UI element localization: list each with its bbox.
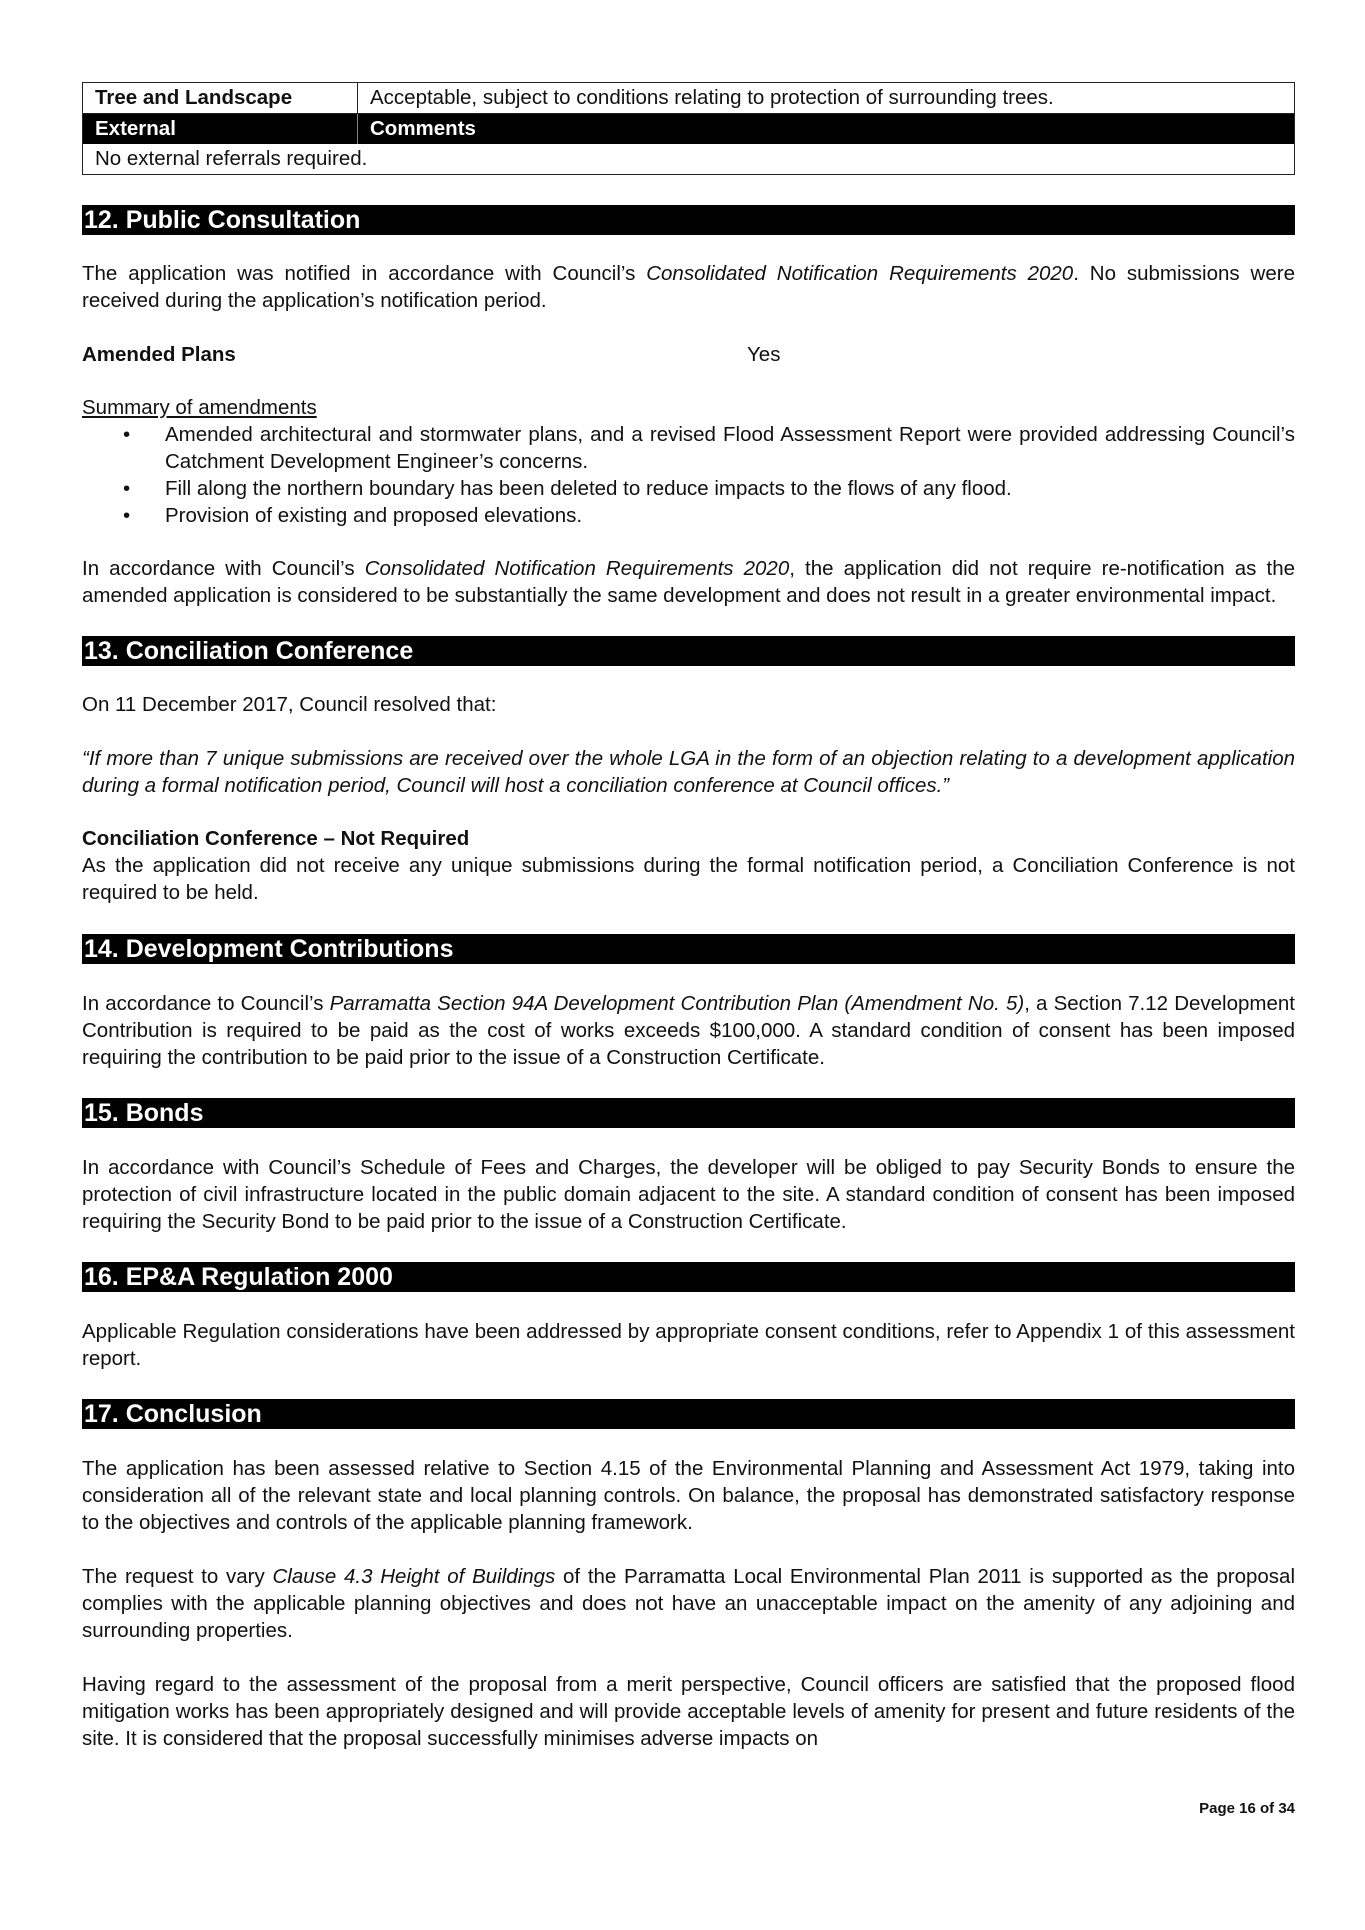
list-item — [82, 421, 1295, 475]
text: , the application did not require re-notification as the amended application is considered to be substantially the same development and does not result in a greater environmental impact. — [82, 557, 1296, 607]
paragraph: The application has been assessed relative to Section 4.15 of the Environmental Planning and Assessment Act 1979, taking into consideration all of the relevant state and local planning controls. On balance, the proposal has demonstrated satisfactory response to the objectives and controls of the applicable planning framework. — [82, 1457, 1295, 1534]
referral-label: Tree and Landscape — [83, 83, 358, 114]
document-page — [82, 82, 1295, 1752]
text: In accordance to Council’s — [82, 992, 330, 1015]
page-of: of — [1255, 1800, 1279, 1817]
amendments-list — [82, 421, 1295, 529]
document-title: Consolidated Notification Requirements 2020 — [646, 262, 1074, 285]
resolution-quote: “If more than 7 unique submissions are received over the whole LGA in the form of an objection relating to a development application during a formal notification period, Council will host a conciliation conference at Council offices.” — [82, 747, 1295, 797]
section-heading-regulation: 16. EP&A Regulation 2000 — [82, 1262, 1295, 1292]
list-item-text: Amended architectural and stormwater plans, and a revised Flood Assessment Report were provided addressing Council’s Catchment Development Engineer’s concerns. — [165, 423, 1295, 473]
text: . No submissions were received during the application’s notification period. — [82, 262, 1295, 312]
bullet-icon: • — [123, 477, 131, 500]
section-heading-bonds: 15. Bonds — [82, 1098, 1295, 1128]
paragraph — [82, 1563, 1295, 1644]
list-item-text: Provision of existing and proposed elevations. — [165, 504, 583, 527]
summary-title: Summary of amendments — [82, 396, 317, 419]
header-external: External — [83, 114, 358, 145]
paragraph: On 11 December 2017, Council resolved that: — [82, 693, 497, 716]
amended-plans-row — [82, 341, 1295, 368]
text: of the Parramatta Local Environmental Plan 2011 is supported as the proposal complies with the applicable planning objectives and does not have an unacceptable impact on the amenity of any adjoining and surrounding properties. — [82, 1565, 1295, 1642]
section-heading-conclusion: 17. Conclusion — [82, 1399, 1295, 1429]
page-number — [1000, 1800, 1295, 1817]
section-heading-development-contributions: 14. Development Contributions — [82, 934, 1295, 964]
table-header-row — [83, 114, 1295, 145]
list-item — [82, 475, 1295, 502]
bullet-icon: • — [123, 423, 131, 446]
amended-plans-value: Yes — [747, 343, 781, 366]
paragraph: Applicable Regulation considerations have been addressed by appropriate consent conditions, refer to Appendix 1 of this assessment report. — [82, 1320, 1295, 1370]
paragraph — [82, 260, 1295, 314]
section-heading-public-consultation: 12. Public Consultation — [82, 205, 1295, 235]
text: The request to vary — [82, 1565, 273, 1588]
paragraph — [82, 555, 1295, 609]
table-row — [83, 144, 1295, 175]
text: In accordance with Council’s — [82, 557, 365, 580]
header-comments: Comments — [358, 114, 1295, 145]
external-referrals-text: No external referrals required. — [95, 147, 368, 170]
referrals-table — [82, 82, 1295, 175]
paragraph: Having regard to the assessment of the proposal from a merit perspective, Council officers are satisfied that the proposed flood mitigation works has been appropriately designed and will provide acceptable levels of amenity for present and future residents of the site. It is considered that the proposal successfully minimises adverse impacts on — [82, 1673, 1295, 1750]
page-total: 34 — [1278, 1800, 1295, 1817]
text: , a Section 7.12 Development Contribution is required to be paid as the cost of works exceeds $100,000. A standard condition of consent has been imposed requiring the contribution to be paid prior to the issue of a Construction Certificate. — [82, 992, 1295, 1069]
amended-plans-label: Amended Plans — [82, 343, 236, 366]
clause-title: Clause 4.3 Height of Buildings — [272, 1565, 556, 1588]
list-item — [82, 502, 1295, 529]
plan-title: Parramatta Section 94A Development Contribution Plan (Amendment No. 5) — [329, 992, 1025, 1015]
referral-comment: Acceptable, subject to conditions relating to protection of surrounding trees. — [358, 83, 1295, 114]
subheading: Conciliation Conference – Not Required — [82, 827, 470, 850]
paragraph: As the application did not receive any unique submissions during the formal notification period, a Conciliation Conference is not required to be held. — [82, 854, 1295, 904]
document-title: Consolidated Notification Requirements 2020 — [364, 557, 790, 580]
list-item-text: Fill along the northern boundary has been deleted to reduce impacts to the flows of any flood. — [165, 477, 1012, 500]
paragraph — [82, 990, 1295, 1071]
section-heading-conciliation-conference: 13. Conciliation Conference — [82, 636, 1295, 666]
table-row — [83, 83, 1295, 114]
paragraph: In accordance with Council’s Schedule of Fees and Charges, the developer will be obliged to pay Security Bonds to ensure the protection of civil infrastructure located in the public domain adjacent to the site. A standard condition of consent has been imposed requiring the Security Bond to be paid prior to the issue of a Construction Certificate. — [82, 1156, 1295, 1233]
bullet-icon: • — [123, 504, 131, 527]
page-prefix: Page — [1199, 1800, 1240, 1817]
page-current: 16 — [1239, 1800, 1256, 1817]
text: The application was notified in accordance with Council’s — [82, 262, 647, 285]
